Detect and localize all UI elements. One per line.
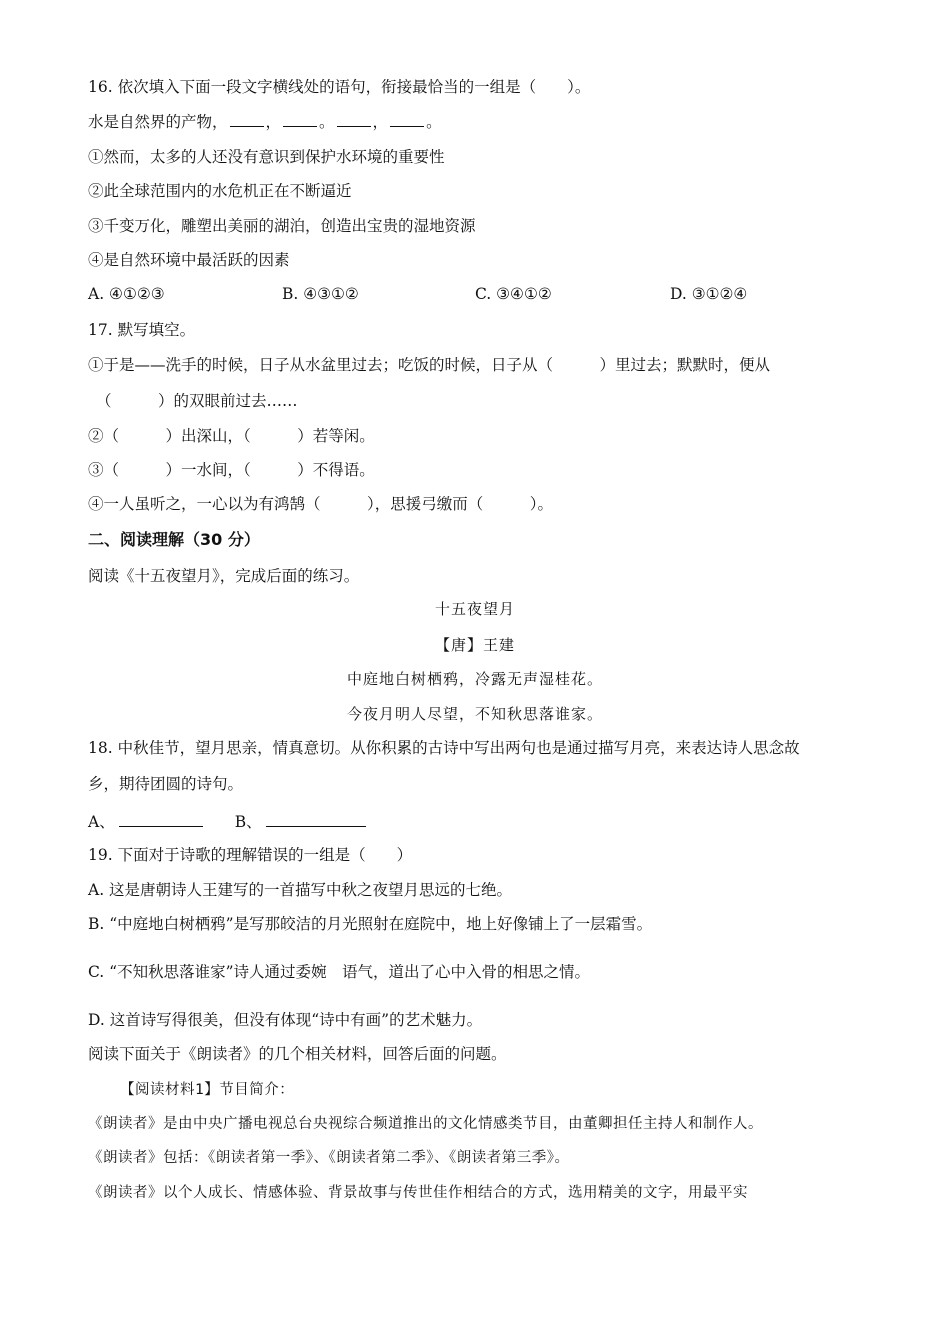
q19-option-c[interactable]: C. “不知秋思落谁家”诗人通过委婉 语气，道出了心中入骨的相思之情。 [88,963,591,981]
poem-author: 【唐】王建 [434,636,515,654]
q16-end: 。 [426,113,442,131]
q17-line-1-cont[interactable]: （ ）的双眼前过去…… [96,392,298,410]
q18-blank-a[interactable] [119,812,203,827]
q16-stem: 16. 依次填入下面一段文字横线处的语句，衔接最恰当的一组是（ ）。 [88,78,591,96]
material-paragraph-3: 《朗读者》以个人成长、情感体验、背景故事与传世佳作相结合的方式，选用精美的文字，用最平实 [88,1185,748,1201]
q17-line-3[interactable]: ③（ ）一水间，（ ）不得语。 [88,461,375,479]
q19-stem: 19. 下面对于诗歌的理解错误的一组是（ ） [88,846,413,864]
q17-line-2[interactable]: ②（ ）出深山，（ ）若等闲。 [88,427,375,445]
q16-passage [88,112,442,132]
q16-item-2: ②此全球范围内的水危机正在不断逼近 [88,182,352,200]
poem-line-2: 今夜月明人尽望，不知秋思落谁家。 [346,705,603,723]
poem-title: 十五夜望月 [434,600,515,618]
reading-1-intro: 阅读《十五夜望月》，完成后面的练习。 [88,567,360,585]
q18-stem-1: 18. 中秋佳节，望月思亲，情真意切。从你积累的古诗中写出两句也是通过描写月亮，来表达诗人思念故 [88,739,800,757]
reading-2-intro: 阅读下面关于《朗读者》的几个相关材料，回答后面的问题。 [88,1045,507,1063]
q16-blank-1[interactable] [230,112,264,127]
q16-option-a[interactable]: A. ④①②③ [88,285,165,303]
q16-item-1: ①然而，太多的人还没有意识到保护水环境的重要性 [88,148,445,166]
q16-passage-start: 水是自然界的产物， [88,113,228,131]
q16-option-c[interactable]: C. ③④①② [475,285,552,303]
q16-blank-3[interactable] [337,112,371,127]
q18-blank-b[interactable] [266,812,366,827]
q16-item-3: ③千变万化，雕塑出美丽的湖泊，创造出宝贵的湿地资源 [88,217,476,235]
q16-item-4: ④是自然环境中最活跃的因素 [88,251,290,269]
q17-line-4[interactable]: ④一人虽听之，一心以为有鸿鹄（ ），思援弓缴而（ ）。 [88,495,554,513]
material-heading: 【阅读材料1】节目简介： [120,1082,295,1098]
poem-line-1: 中庭地白树栖鸦，冷露无声湿桂花。 [346,670,603,688]
section-2-heading: 二、阅读理解（30 分） [88,530,260,549]
q18-stem-2: 乡，期待团圆的诗句。 [88,775,244,793]
q16-blank-4[interactable] [390,112,424,127]
q16-sep-3: ， [372,113,389,131]
q18-label-b: B、 [234,813,262,831]
q16-option-b[interactable]: B. ④③①② [282,285,359,303]
q16-blank-2[interactable] [283,112,317,127]
q18-answer-line [88,812,366,832]
q18-label-a: A、 [88,813,115,831]
material-paragraph-2: 《朗读者》包括：《朗读者第一季》、《朗读者第二季》、《朗读者第三季》。 [88,1150,570,1166]
material-paragraph-1: 《朗读者》是由中央广播电视总台央视综合频道推出的文化情感类节目，由董卿担任主持人和制作人。 [88,1116,763,1132]
q19-option-d[interactable]: D. 这首诗写得很美，但没有体现“诗中有画”的艺术魅力。 [88,1011,483,1029]
q16-sep-2: 。 [319,113,335,131]
q16-sep-1: ， [265,113,282,131]
q19-option-b[interactable]: B. “中庭地白树栖鸦”是写那皎洁的月光照射在庭院中，地上好像铺上了一层霜雪。 [88,915,653,933]
q17-line-1[interactable]: ①于是——洗手的时候，日子从水盆里过去；吃饭的时候，日子从（ ）里过去；默默时，便从 [88,356,771,374]
q16-option-d[interactable]: D. ③①②④ [670,285,748,303]
q17-stem: 17. 默写填空。 [88,321,196,339]
q19-option-a[interactable]: A. 这是唐朝诗人王建写的一首描写中秋之夜望月思远的七绝。 [88,881,513,899]
